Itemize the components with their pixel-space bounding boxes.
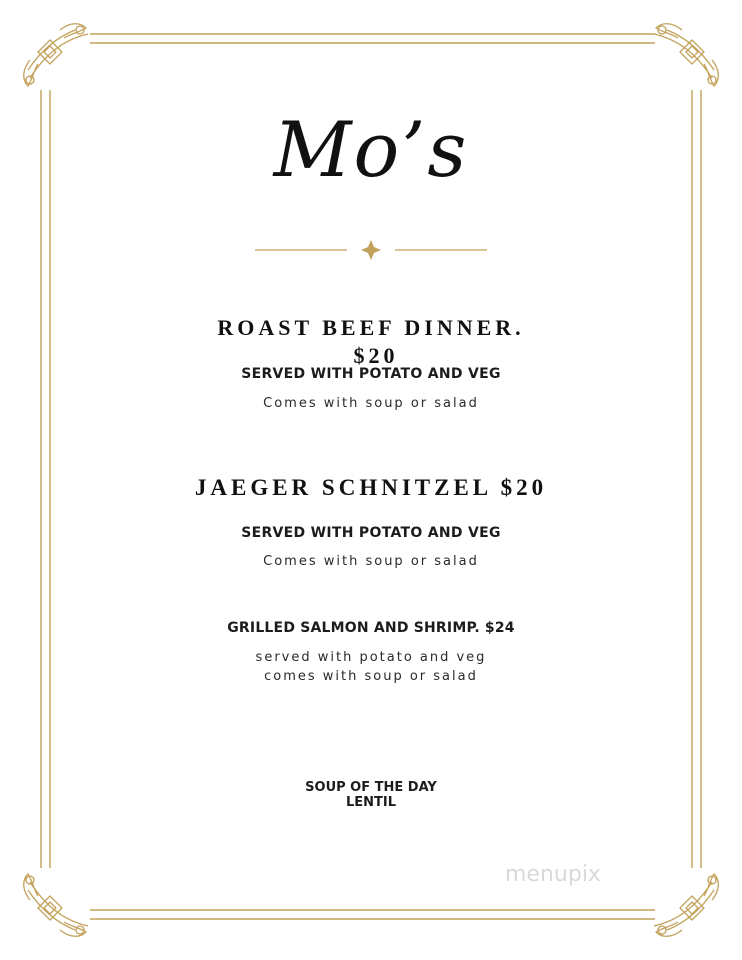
soup-value: LENTIL — [345, 795, 397, 810]
dish-note: Comes with soup or salad — [263, 396, 479, 411]
star-icon — [361, 240, 381, 260]
dish-served-with: SERVED WITH POTATO AND VEG — [241, 366, 501, 382]
soup-label: SOUP OF THE DAY — [305, 780, 437, 795]
dish-grilled-salmon-shrimp: GRILLED SALMON AND SHRIMP. $24 — [227, 620, 515, 636]
watermark: menupix — [505, 862, 601, 887]
dish-note: Comes with soup or salad — [263, 554, 479, 569]
dish-note-line: comes with soup or salad — [264, 669, 478, 684]
restaurant-title: Mo’s — [273, 105, 469, 194]
star-divider — [255, 240, 487, 260]
dish-roast-beef — [0, 314, 742, 370]
dish-jaeger-schnitzel: JAEGER SCHNITZEL $20 — [194, 475, 548, 500]
dish-name: ROAST BEEF DINNER. — [217, 315, 525, 340]
dish-note-line: served with potato and veg — [255, 650, 487, 665]
dish-served-with: SERVED WITH POTATO AND VEG — [241, 525, 501, 541]
dish-notes — [0, 648, 742, 686]
soup-of-the-day — [0, 780, 742, 810]
dish-price: $20 — [353, 343, 399, 368]
